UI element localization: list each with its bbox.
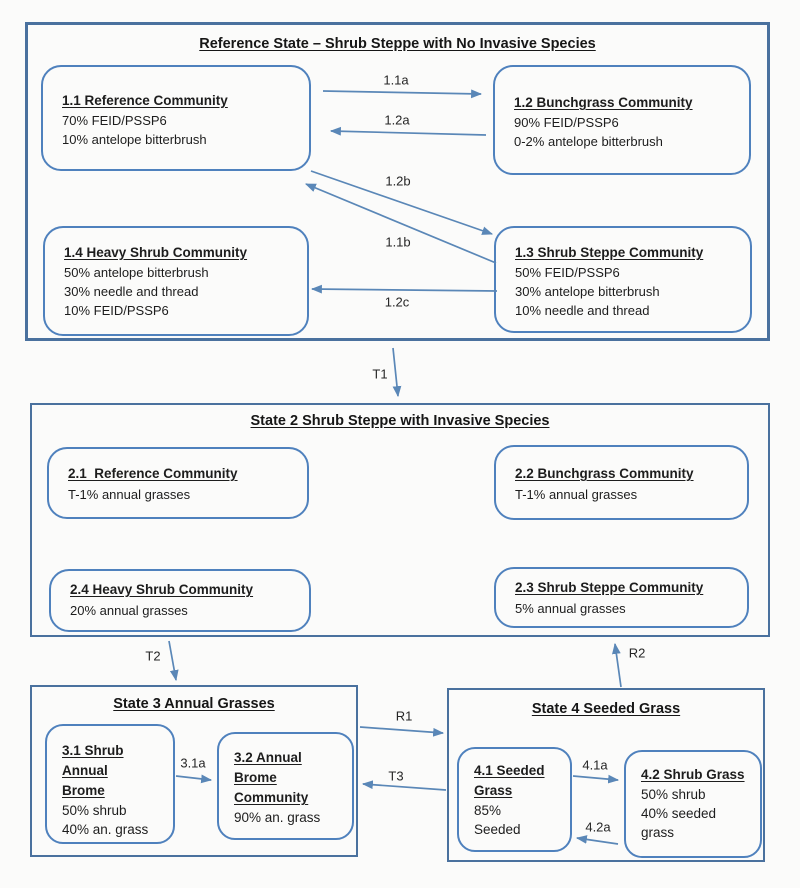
community-line: 0-2% antelope bitterbrush [514,134,663,149]
community-box-2-1 [47,447,309,519]
community-heading-1-1: 1.1 Reference Community [62,93,228,108]
transition-label-r1: R1 [395,708,413,724]
community-heading-3-2: Brome [234,770,277,785]
community-line: 10% needle and thread [515,303,650,318]
community-heading-2-4: 2.4 Heavy Shrub Community [70,582,254,597]
community-heading-1-2: 1.2 Bunchgrass Community [514,95,693,110]
community-line: 40% an. grass [62,822,149,837]
transition-label-1-1a: 1.1a [383,72,409,88]
state-2-title: State 2 Shrub Steppe with Invasive Species [250,413,550,429]
transition-label-t2: T2 [145,648,161,664]
community-box-1-2 [493,65,751,175]
state-3-box [30,685,358,857]
community-line: 90% an. grass [234,810,321,825]
community-box-4-2 [624,750,762,858]
transition-label-1-2a: 1.2a [384,112,410,128]
community-box-4-1 [457,747,572,852]
community-box-2-2 [494,445,749,520]
arrow-r1 [360,727,443,733]
community-box-3-2 [217,732,354,840]
community-heading-2-2: 2.2 Bunchgrass Community [515,466,694,481]
community-line: 20% annual grasses [70,603,188,618]
state-4-box [447,688,765,862]
arrow-t2 [169,641,176,680]
arrow-t3 [363,784,446,790]
community-line: grass [641,825,675,840]
community-heading-3-2: 3.2 Annual [234,750,302,765]
community-heading-4-1: Grass [474,783,513,798]
transition-label-t3: T3 [388,768,404,784]
community-box-1-1 [41,65,311,171]
community-box-1-3 [494,226,752,333]
transition-label-1-2c: 1.2c [384,294,410,310]
transition-label-4-2a: 4.2a [585,819,611,835]
community-line: 10% FEID/PSSP6 [64,303,169,318]
community-line: 5% annual grasses [515,601,626,616]
community-line: 85% [474,803,502,818]
community-box-1-4 [43,226,309,336]
transition-label-3-1a: 3.1a [180,755,206,771]
community-heading-2-3: 2.3 Shrub Steppe Community [515,580,704,595]
community-heading-1-4: 1.4 Heavy Shrub Community [64,245,248,260]
community-box-2-4 [49,569,311,632]
community-line: 30% needle and thread [64,284,199,299]
community-heading-4-1: 4.1 Seeded [474,763,545,778]
transition-label-t1: T1 [372,366,388,382]
community-line: T-1% annual grasses [515,487,638,502]
arrow-r2 [615,644,621,687]
community-line: 90% FEID/PSSP6 [514,115,619,130]
community-box-2-3 [494,567,749,628]
community-line: 50% antelope bitterbrush [64,265,209,280]
community-line: 70% FEID/PSSP6 [62,113,167,128]
community-heading-4-2: 4.2 Shrub Grass [641,767,745,782]
community-line: Seeded [474,822,521,837]
state-2-box [30,403,770,637]
transition-label-4-1a: 4.1a [582,757,608,773]
community-heading-3-1: 3.1 Shrub [62,743,124,758]
community-heading-2-1: 2.1 Reference Community [68,466,238,481]
transition-label-1-1b: 1.1b [385,234,411,250]
community-line: 50% FEID/PSSP6 [515,265,620,280]
community-heading-3-1: Brome [62,783,105,798]
state-1-title: Reference State – Shrub Steppe with No Invasive Species [199,36,596,52]
transition-label-1-2b: 1.2b [385,173,411,189]
community-line: 40% seeded [641,806,717,821]
community-line: 50% shrub [62,803,127,818]
transition-label-r2: R2 [628,645,646,661]
community-heading-3-1: Annual [62,763,108,778]
community-line: 30% antelope bitterbrush [515,284,660,299]
community-heading-1-3: 1.3 Shrub Steppe Community [515,245,704,260]
community-heading-3-2: Community [234,790,309,805]
state-3-title: State 3 Annual Grasses [113,696,275,712]
community-line: 10% antelope bitterbrush [62,132,207,147]
community-line: T-1% annual grasses [68,487,191,502]
community-box-3-1 [45,724,175,844]
state-4-title: State 4 Seeded Grass [531,701,681,717]
community-line: 50% shrub [641,787,706,802]
arrow-t1 [393,348,398,396]
